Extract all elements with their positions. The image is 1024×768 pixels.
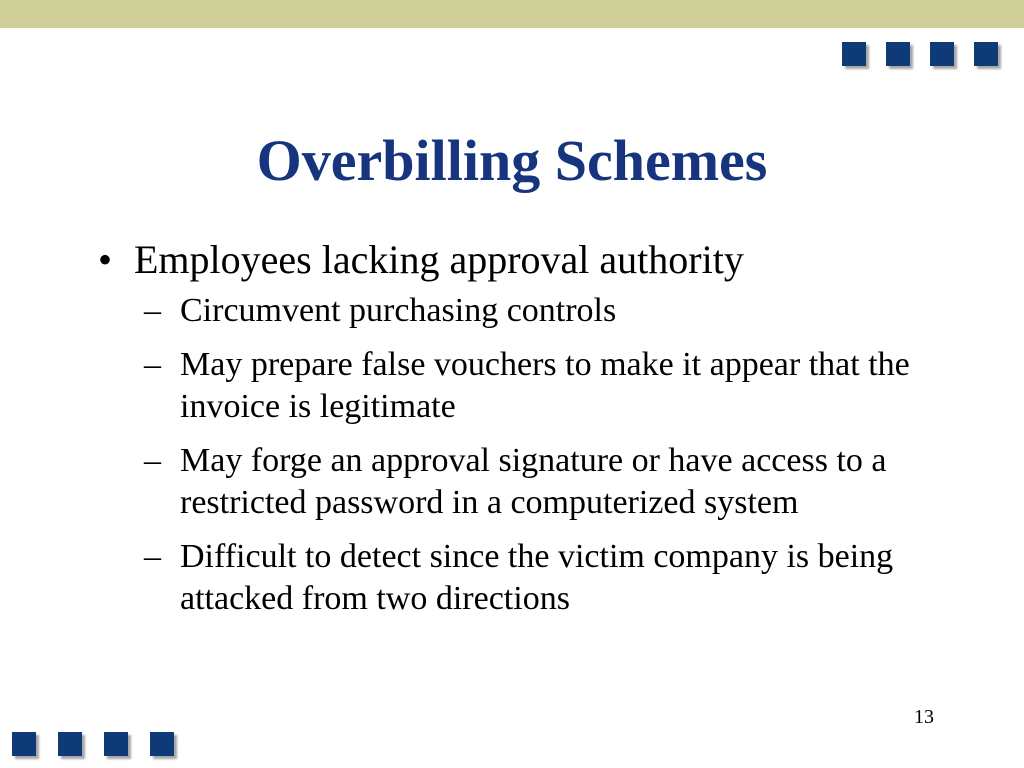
sub-bullet-marker: – — [144, 442, 161, 479]
sub-bullet-text: Difficult to detect since the victim company is being attacked from two directions — [180, 538, 894, 617]
sub-bullet-item — [144, 290, 958, 332]
page-number: 13 — [914, 706, 934, 728]
bullet-text: Employees lacking approval authority — [134, 237, 744, 282]
slide-body — [98, 236, 958, 632]
sub-bullet-text: May forge an approval signature or have access to a restricted password in a computerized system — [180, 442, 887, 521]
decorative-square — [842, 42, 866, 66]
sub-bullet-item — [144, 536, 958, 620]
sub-bullet-text: May prepare false vouchers to make it appear that the invoice is legitimate — [180, 346, 910, 425]
bullet-item — [98, 236, 958, 284]
decorative-square — [150, 732, 174, 756]
bullet-marker: • — [98, 237, 113, 282]
bottom-decorative-squares — [12, 732, 196, 756]
decorative-square — [930, 42, 954, 66]
top-decorative-band — [0, 0, 1024, 28]
decorative-square — [104, 732, 128, 756]
sub-bullet-marker: – — [144, 538, 161, 575]
decorative-square — [974, 42, 998, 66]
sub-bullet-text: Circumvent purchasing controls — [180, 292, 617, 329]
top-decorative-squares — [842, 42, 1018, 66]
sub-bullet-item — [144, 344, 958, 428]
sub-bullet-list — [98, 290, 958, 620]
slide-title: Overbilling Schemes — [256, 128, 768, 193]
decorative-square — [58, 732, 82, 756]
sub-bullet-item — [144, 440, 958, 524]
sub-bullet-marker: – — [144, 292, 161, 329]
decorative-square — [886, 42, 910, 66]
sub-bullet-marker: – — [144, 346, 161, 383]
decorative-square — [12, 732, 36, 756]
